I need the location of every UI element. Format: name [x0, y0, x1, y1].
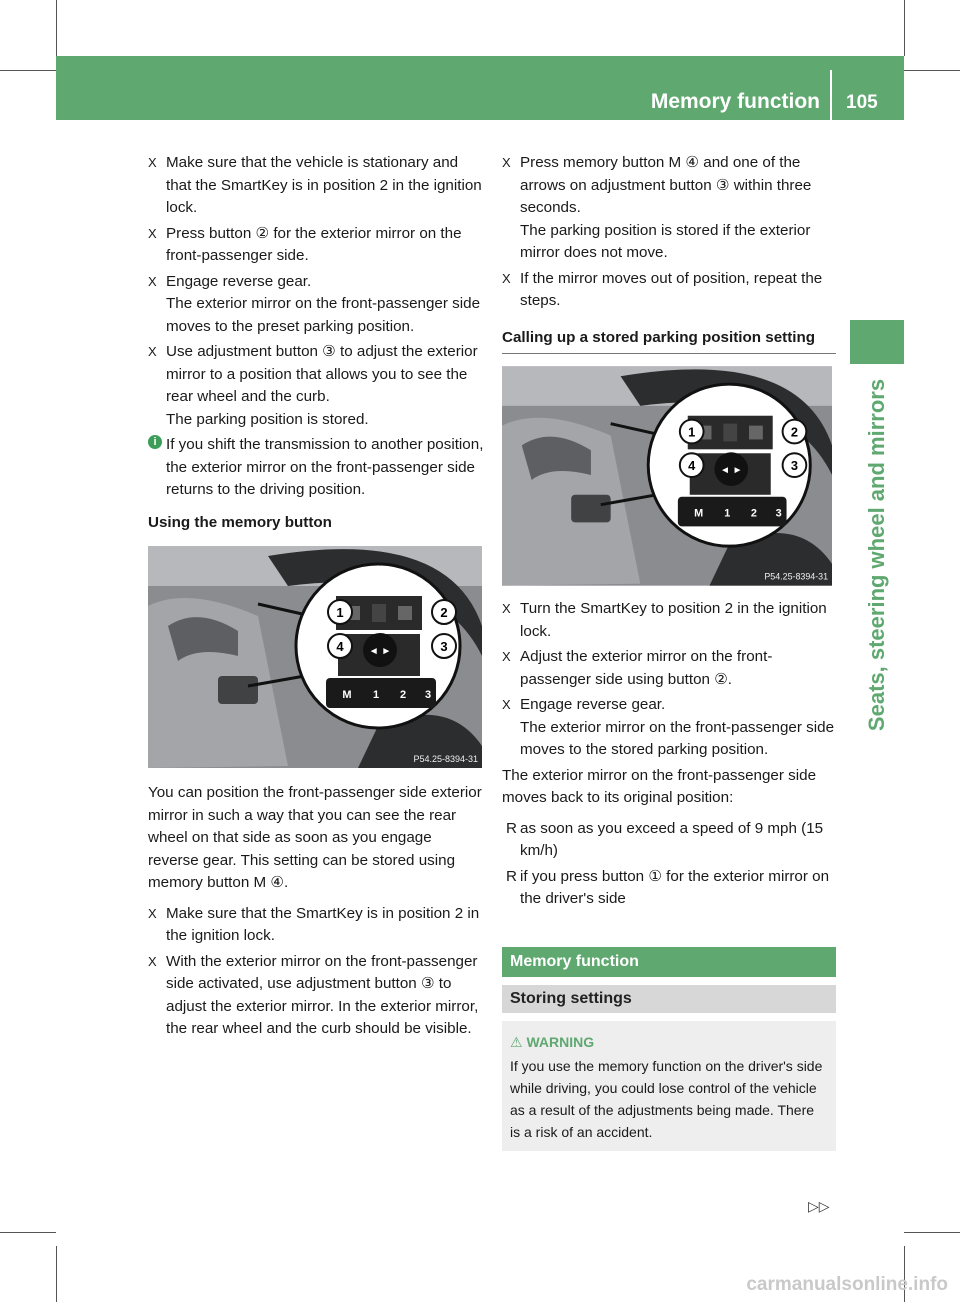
instruction-step	[148, 271, 484, 339]
instruction-step	[502, 646, 836, 691]
bullet-text: if you press button ① for the exterior mirror on the driver's side	[520, 867, 830, 907]
fig-callout-2: 2	[440, 605, 448, 620]
step-text: Make sure that the SmartKey is in position 2 in the ignition lock.	[166, 904, 480, 944]
left-column	[148, 152, 484, 1044]
right-column	[502, 152, 836, 1151]
fig-callout-4: 4	[688, 458, 696, 474]
paragraph: The exterior mirror on the front-passenger side moves back to its original position:	[502, 766, 817, 806]
instruction-step	[502, 694, 836, 762]
page-number: 105	[846, 92, 878, 113]
instruction-step	[502, 268, 836, 313]
step-arrow-icon: X	[148, 344, 157, 359]
info-icon: i	[148, 435, 162, 449]
svg-text:◄ ►: ◄ ►	[720, 465, 743, 477]
fig-callout-2: 2	[790, 424, 799, 440]
step-arrow-icon: X	[148, 155, 157, 170]
step-result: The exterior mirror on the front-passenger side moves to the stored parking position.	[520, 718, 835, 758]
figure-code: P54.25-8394-31	[413, 754, 478, 764]
warning-text: If you use the memory function on the driver's side while driving, you could lose control of the vehicle as a result of the adjustments being made. There is a risk of an accident.	[510, 1057, 823, 1140]
step-arrow-icon: X	[502, 155, 511, 170]
fig-key-2: 2	[750, 507, 757, 520]
instruction-step	[148, 903, 484, 948]
figure-code: P54.25-8394-31	[764, 571, 829, 582]
warning-title: WARNING	[526, 1033, 595, 1050]
step-arrow-icon: X	[148, 953, 157, 969]
memory-button-figure	[148, 546, 482, 768]
warning-triangle-icon: ⚠	[510, 1033, 523, 1050]
bullet-text: as soon as you exceed a speed of 9 mph (15 km/h)	[520, 819, 824, 859]
parking-position-figure	[502, 366, 832, 586]
step-arrow-icon: X	[148, 905, 157, 921]
fig-key-3: 3	[775, 507, 782, 520]
fig-key-m: M	[694, 507, 704, 520]
step-text: Engage reverse gear.	[166, 272, 312, 290]
bullet-icon: R	[506, 867, 517, 885]
continue-arrow-icon: ▷▷	[808, 1198, 830, 1214]
instruction-step	[148, 223, 484, 268]
warning-header	[510, 1031, 828, 1053]
fig-key-2: 2	[399, 689, 407, 701]
side-tab-marker	[850, 320, 904, 364]
crop-mark	[56, 0, 57, 56]
list-item	[502, 818, 836, 863]
warning-box	[502, 1021, 836, 1151]
fig-key-1: 1	[372, 689, 380, 701]
note-text: If you shift the transmission to another position, the exterior mirror on the front-passenger side returns to the driving position.	[166, 436, 484, 498]
step-text: Adjust the exterior mirror on the front-passenger side using button ②.	[520, 648, 773, 688]
crop-mark	[0, 70, 56, 71]
instruction-step	[502, 598, 836, 643]
step-arrow-icon: X	[502, 270, 511, 286]
fig-callout-4: 4	[336, 639, 344, 654]
fig-callout-3: 3	[440, 639, 448, 654]
crop-mark	[904, 0, 905, 56]
fig-callout-3: 3	[790, 458, 799, 474]
crop-mark	[904, 1232, 960, 1233]
step-arrow-icon: X	[502, 601, 511, 616]
subsection-heading: Storing settings	[502, 985, 836, 1013]
info-note	[148, 434, 484, 502]
fig-callout-1: 1	[336, 605, 344, 620]
fig-key-m: M	[342, 689, 352, 701]
subheading: Using the memory button	[148, 513, 332, 531]
crop-mark	[56, 1246, 57, 1302]
section-heading: Memory function	[502, 947, 836, 977]
step-result: The exterior mirror on the front-passenger side moves to the preset parking position.	[166, 295, 481, 335]
step-arrow-icon: X	[502, 649, 511, 664]
step-text: Press memory button M ④ and one of the arrows on adjustment button ③ within three seconds.	[520, 154, 812, 216]
instruction-step	[148, 152, 484, 220]
watermark: carmanualsonline.info	[746, 1274, 948, 1295]
step-text: Engage reverse gear.	[520, 696, 666, 713]
step-text: Turn the SmartKey to position 2 in the ignition lock.	[520, 600, 827, 640]
svg-text:◄ ►: ◄ ►	[368, 646, 392, 657]
page-title: Memory function	[650, 90, 820, 113]
step-result: The parking position is stored.	[166, 410, 369, 428]
step-text: With the exterior mirror on the front-passenger side activated, use adjustment button ③ to adjust the exterior mirror. In the exterior mirror, the rear wheel and the curb should be visible.	[166, 952, 479, 1037]
step-text: If the mirror moves out of position, repeat the steps.	[520, 269, 823, 309]
bullet-icon: R	[506, 819, 517, 837]
instruction-step	[502, 152, 836, 265]
step-arrow-icon: X	[148, 273, 157, 289]
step-result: The parking position is stored if the exterior mirror does not move.	[520, 221, 811, 261]
fig-callout-1: 1	[688, 424, 696, 440]
step-text: Press button ② for the exterior mirror on the front-passenger side.	[166, 224, 462, 264]
fig-key-3: 3	[424, 689, 432, 701]
header-separator	[830, 70, 832, 120]
side-tab-label: Seats, steering wheel and mirrors	[864, 378, 889, 732]
crop-mark	[0, 1232, 56, 1233]
step-text: Use adjustment button ③ to adjust the exterior mirror to a position that allows you to see the rear wheel and the curb.	[166, 343, 478, 405]
paragraph: You can position the front-passenger side exterior mirror in such a way that you can see the rear wheel on that side as soon as you engage reverse gear. This setting can be stored using memory button M ④.	[148, 784, 482, 891]
fig-key-1: 1	[724, 507, 731, 520]
step-arrow-icon: X	[148, 225, 157, 241]
step-text: Make sure that the vehicle is stationary and that the SmartKey is in position 2 in the ignition lock.	[166, 154, 482, 216]
instruction-step	[148, 341, 484, 431]
instruction-step	[148, 951, 484, 1041]
step-arrow-icon: X	[502, 697, 511, 712]
crop-mark	[904, 70, 960, 71]
list-item	[502, 866, 836, 911]
subheading: Calling up a stored parking position setting	[502, 327, 836, 355]
